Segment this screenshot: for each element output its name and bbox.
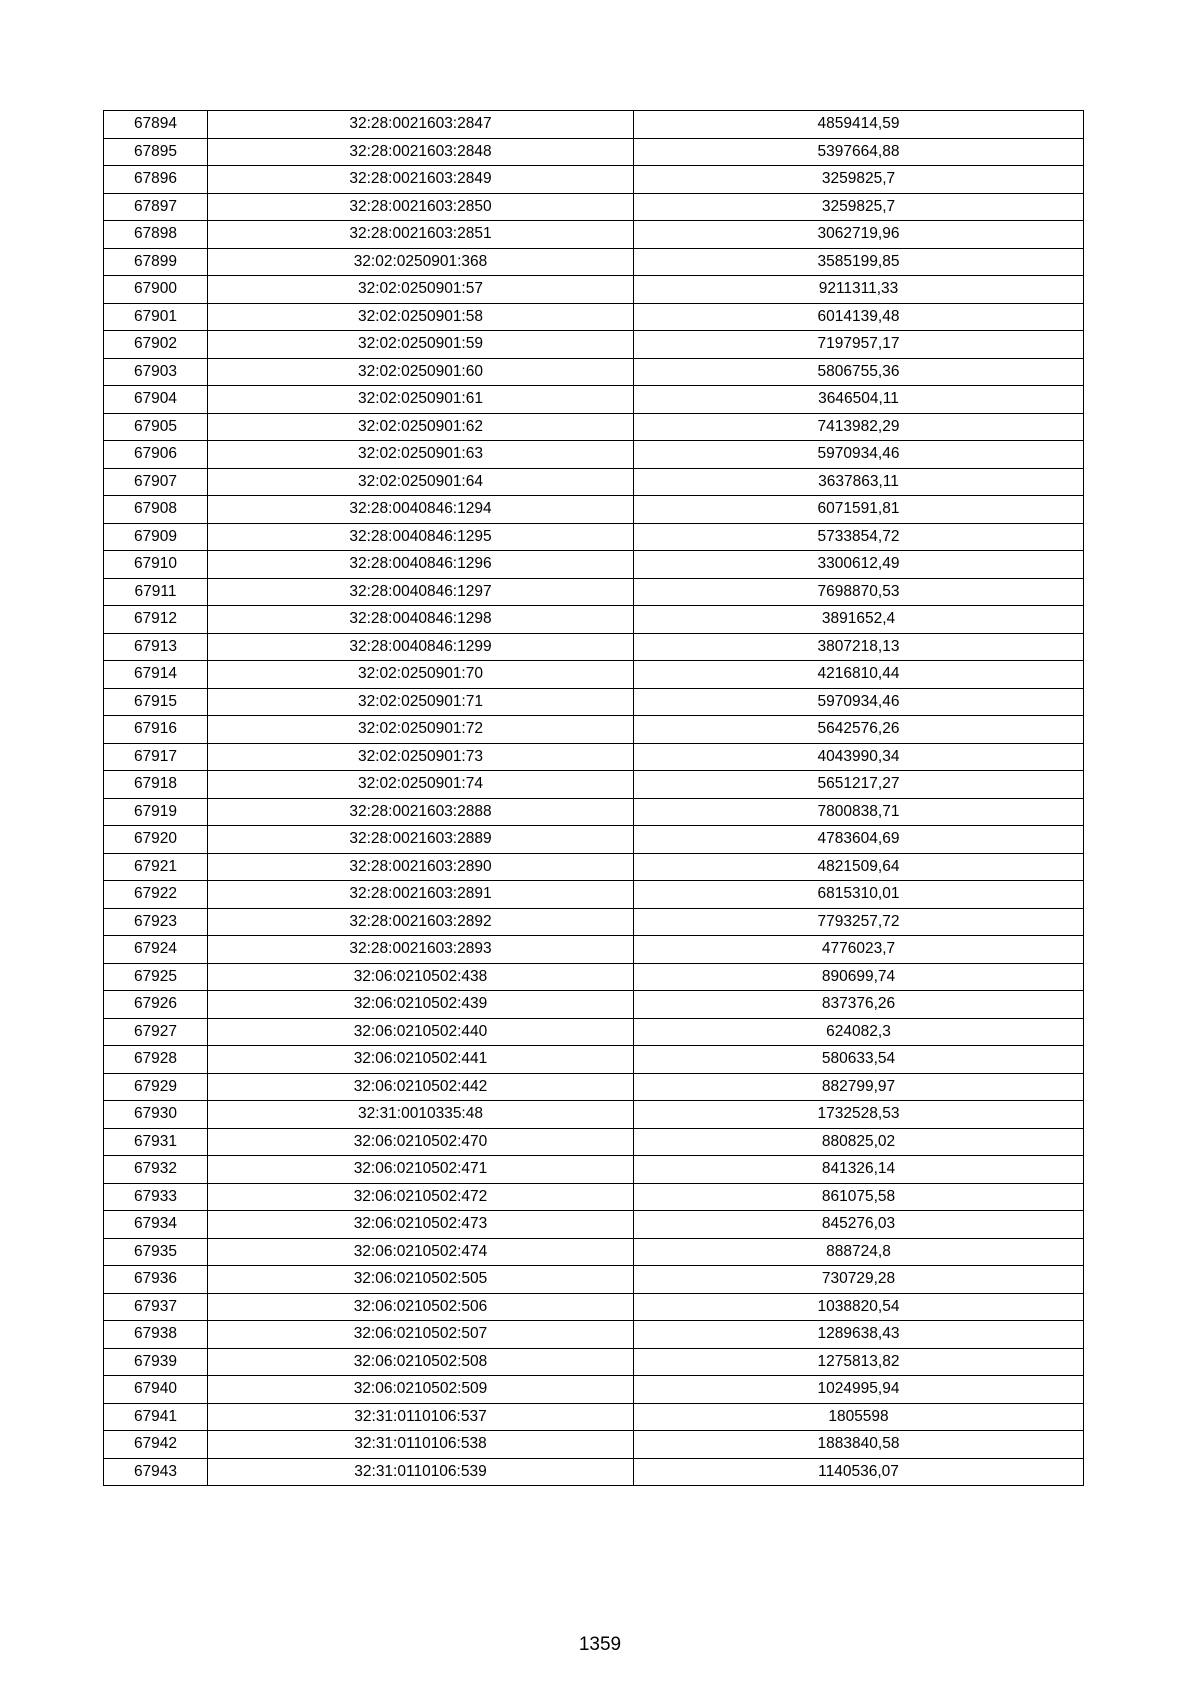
cadastral-number-cell: 32:02:0250901:71 bbox=[208, 688, 634, 716]
cadastral-number-cell: 32:06:0210502:439 bbox=[208, 991, 634, 1019]
table-row bbox=[104, 1018, 1084, 1046]
row-number-cell: 67894 bbox=[104, 111, 208, 139]
value-cell: 841326,14 bbox=[634, 1156, 1084, 1184]
row-number-cell: 67926 bbox=[104, 991, 208, 1019]
cadastral-number-cell: 32:28:0040846:1295 bbox=[208, 523, 634, 551]
value-cell: 7197957,17 bbox=[634, 331, 1084, 359]
cadastral-number-cell: 32:06:0210502:470 bbox=[208, 1128, 634, 1156]
value-cell: 5397664,88 bbox=[634, 138, 1084, 166]
table-row bbox=[104, 991, 1084, 1019]
value-cell: 7413982,29 bbox=[634, 413, 1084, 441]
table-row bbox=[104, 716, 1084, 744]
row-number-cell: 67922 bbox=[104, 881, 208, 909]
cadastral-number-cell: 32:06:0210502:506 bbox=[208, 1293, 634, 1321]
cadastral-number-cell: 32:28:0040846:1296 bbox=[208, 551, 634, 579]
table-row bbox=[104, 1458, 1084, 1486]
table-row bbox=[104, 1128, 1084, 1156]
page-number: 1359 bbox=[578, 1634, 622, 1655]
row-number-cell: 67902 bbox=[104, 331, 208, 359]
table-row bbox=[104, 633, 1084, 661]
cadastral-number-cell: 32:31:0010335:48 bbox=[208, 1101, 634, 1129]
row-number-cell: 67908 bbox=[104, 496, 208, 524]
table-row bbox=[104, 936, 1084, 964]
row-number-cell: 67943 bbox=[104, 1458, 208, 1486]
value-cell: 882799,97 bbox=[634, 1073, 1084, 1101]
table-row bbox=[104, 1403, 1084, 1431]
row-number-cell: 67900 bbox=[104, 276, 208, 304]
table-row bbox=[104, 248, 1084, 276]
row-number-cell: 67896 bbox=[104, 166, 208, 194]
table-row bbox=[104, 798, 1084, 826]
table-row bbox=[104, 386, 1084, 414]
cadastral-number-cell: 32:06:0210502:474 bbox=[208, 1238, 634, 1266]
cadastral-number-cell: 32:02:0250901:61 bbox=[208, 386, 634, 414]
cadastral-number-cell: 32:02:0250901:62 bbox=[208, 413, 634, 441]
value-cell: 1038820,54 bbox=[634, 1293, 1084, 1321]
value-cell: 3062719,96 bbox=[634, 221, 1084, 249]
value-cell: 5642576,26 bbox=[634, 716, 1084, 744]
cadastral-number-cell: 32:02:0250901:58 bbox=[208, 303, 634, 331]
row-number-cell: 67914 bbox=[104, 661, 208, 689]
table-row bbox=[104, 1293, 1084, 1321]
row-number-cell: 67910 bbox=[104, 551, 208, 579]
cadastral-number-cell: 32:06:0210502:442 bbox=[208, 1073, 634, 1101]
row-number-cell: 67930 bbox=[104, 1101, 208, 1129]
value-cell: 3891652,4 bbox=[634, 606, 1084, 634]
value-cell: 7793257,72 bbox=[634, 908, 1084, 936]
row-number-cell: 67905 bbox=[104, 413, 208, 441]
cadastral-number-cell: 32:28:0021603:2847 bbox=[208, 111, 634, 139]
value-cell: 3300612,49 bbox=[634, 551, 1084, 579]
cadastral-number-cell: 32:28:0021603:2889 bbox=[208, 826, 634, 854]
cadastral-number-cell: 32:06:0210502:471 bbox=[208, 1156, 634, 1184]
value-cell: 730729,28 bbox=[634, 1266, 1084, 1294]
table-row bbox=[104, 413, 1084, 441]
row-number-cell: 67931 bbox=[104, 1128, 208, 1156]
row-number-cell: 67920 bbox=[104, 826, 208, 854]
cadastral-number-cell: 32:28:0040846:1299 bbox=[208, 633, 634, 661]
table-row bbox=[104, 1376, 1084, 1404]
row-number-cell: 67903 bbox=[104, 358, 208, 386]
cadastral-number-cell: 32:28:0021603:2850 bbox=[208, 193, 634, 221]
value-cell: 9211311,33 bbox=[634, 276, 1084, 304]
value-cell: 5806755,36 bbox=[634, 358, 1084, 386]
table-row bbox=[104, 1183, 1084, 1211]
row-number-cell: 67932 bbox=[104, 1156, 208, 1184]
row-number-cell: 67898 bbox=[104, 221, 208, 249]
table-row bbox=[104, 166, 1084, 194]
table-row bbox=[104, 578, 1084, 606]
cadastral-number-cell: 32:06:0210502:505 bbox=[208, 1266, 634, 1294]
table-row bbox=[104, 441, 1084, 469]
value-cell: 5970934,46 bbox=[634, 688, 1084, 716]
row-number-cell: 67936 bbox=[104, 1266, 208, 1294]
cadastral-number-cell: 32:28:0021603:2893 bbox=[208, 936, 634, 964]
value-cell: 890699,74 bbox=[634, 963, 1084, 991]
value-cell: 580633,54 bbox=[634, 1046, 1084, 1074]
value-cell: 1140536,07 bbox=[634, 1458, 1084, 1486]
table-row bbox=[104, 193, 1084, 221]
table-row bbox=[104, 1348, 1084, 1376]
value-cell: 5733854,72 bbox=[634, 523, 1084, 551]
row-number-cell: 67939 bbox=[104, 1348, 208, 1376]
value-cell: 837376,26 bbox=[634, 991, 1084, 1019]
value-cell: 4043990,34 bbox=[634, 743, 1084, 771]
value-cell: 7800838,71 bbox=[634, 798, 1084, 826]
table-row bbox=[104, 661, 1084, 689]
value-cell: 4783604,69 bbox=[634, 826, 1084, 854]
cadastral-number-cell: 32:28:0021603:2848 bbox=[208, 138, 634, 166]
cadastral-number-cell: 32:28:0021603:2888 bbox=[208, 798, 634, 826]
table-row bbox=[104, 826, 1084, 854]
table-row bbox=[104, 358, 1084, 386]
table-row bbox=[104, 276, 1084, 304]
cadastral-number-cell: 32:06:0210502:508 bbox=[208, 1348, 634, 1376]
cadastral-number-cell: 32:28:0040846:1298 bbox=[208, 606, 634, 634]
value-cell: 1805598 bbox=[634, 1403, 1084, 1431]
table-row bbox=[104, 1046, 1084, 1074]
row-number-cell: 67941 bbox=[104, 1403, 208, 1431]
value-cell: 1732528,53 bbox=[634, 1101, 1084, 1129]
cadastral-number-cell: 32:06:0210502:440 bbox=[208, 1018, 634, 1046]
value-cell: 5651217,27 bbox=[634, 771, 1084, 799]
row-number-cell: 67924 bbox=[104, 936, 208, 964]
value-cell: 6815310,01 bbox=[634, 881, 1084, 909]
value-cell: 5970934,46 bbox=[634, 441, 1084, 469]
row-number-cell: 67911 bbox=[104, 578, 208, 606]
table-row bbox=[104, 606, 1084, 634]
value-cell: 4821509,64 bbox=[634, 853, 1084, 881]
table-body bbox=[104, 111, 1084, 1486]
table-row bbox=[104, 551, 1084, 579]
table-row bbox=[104, 303, 1084, 331]
row-number-cell: 67927 bbox=[104, 1018, 208, 1046]
row-number-cell: 67904 bbox=[104, 386, 208, 414]
row-number-cell: 67918 bbox=[104, 771, 208, 799]
row-number-cell: 67929 bbox=[104, 1073, 208, 1101]
cadastral-number-cell: 32:28:0021603:2890 bbox=[208, 853, 634, 881]
cadastral-number-cell: 32:02:0250901:74 bbox=[208, 771, 634, 799]
row-number-cell: 67934 bbox=[104, 1211, 208, 1239]
table-row bbox=[104, 908, 1084, 936]
cadastral-number-cell: 32:02:0250901:64 bbox=[208, 468, 634, 496]
cadastral-number-cell: 32:02:0250901:73 bbox=[208, 743, 634, 771]
row-number-cell: 67917 bbox=[104, 743, 208, 771]
value-cell: 7698870,53 bbox=[634, 578, 1084, 606]
row-number-cell: 67913 bbox=[104, 633, 208, 661]
cadastral-number-cell: 32:31:0110106:538 bbox=[208, 1431, 634, 1459]
row-number-cell: 67897 bbox=[104, 193, 208, 221]
table-row bbox=[104, 743, 1084, 771]
table-row bbox=[104, 1211, 1084, 1239]
table-row bbox=[104, 496, 1084, 524]
value-cell: 3646504,11 bbox=[634, 386, 1084, 414]
table-row bbox=[104, 523, 1084, 551]
row-number-cell: 67942 bbox=[104, 1431, 208, 1459]
cadastral-number-cell: 32:28:0021603:2851 bbox=[208, 221, 634, 249]
table-row bbox=[104, 1321, 1084, 1349]
row-number-cell: 67907 bbox=[104, 468, 208, 496]
value-cell: 1289638,43 bbox=[634, 1321, 1084, 1349]
row-number-cell: 67912 bbox=[104, 606, 208, 634]
cadastral-number-cell: 32:06:0210502:472 bbox=[208, 1183, 634, 1211]
cadastral-number-cell: 32:02:0250901:63 bbox=[208, 441, 634, 469]
table-row bbox=[104, 111, 1084, 139]
row-number-cell: 67921 bbox=[104, 853, 208, 881]
cadastral-number-cell: 32:02:0250901:72 bbox=[208, 716, 634, 744]
row-number-cell: 67938 bbox=[104, 1321, 208, 1349]
row-number-cell: 67916 bbox=[104, 716, 208, 744]
value-cell: 1883840,58 bbox=[634, 1431, 1084, 1459]
value-cell: 3259825,7 bbox=[634, 193, 1084, 221]
cadastral-number-cell: 32:31:0110106:539 bbox=[208, 1458, 634, 1486]
row-number-cell: 67940 bbox=[104, 1376, 208, 1404]
table-row bbox=[104, 221, 1084, 249]
cadastral-number-cell: 32:06:0210502:438 bbox=[208, 963, 634, 991]
table-row bbox=[104, 1238, 1084, 1266]
table-row bbox=[104, 1156, 1084, 1184]
cadastral-number-cell: 32:28:0021603:2849 bbox=[208, 166, 634, 194]
cadastral-number-cell: 32:06:0210502:507 bbox=[208, 1321, 634, 1349]
cadastral-number-cell: 32:28:0040846:1297 bbox=[208, 578, 634, 606]
value-cell: 3637863,11 bbox=[634, 468, 1084, 496]
value-cell: 4859414,59 bbox=[634, 111, 1084, 139]
cadastral-number-cell: 32:06:0210502:473 bbox=[208, 1211, 634, 1239]
cadastral-number-cell: 32:31:0110106:537 bbox=[208, 1403, 634, 1431]
value-cell: 888724,8 bbox=[634, 1238, 1084, 1266]
value-cell: 861075,58 bbox=[634, 1183, 1084, 1211]
table-row bbox=[104, 1073, 1084, 1101]
cadastral-number-cell: 32:02:0250901:57 bbox=[208, 276, 634, 304]
row-number-cell: 67933 bbox=[104, 1183, 208, 1211]
row-number-cell: 67899 bbox=[104, 248, 208, 276]
value-cell: 1275813,82 bbox=[634, 1348, 1084, 1376]
row-number-cell: 67923 bbox=[104, 908, 208, 936]
table-row bbox=[104, 881, 1084, 909]
row-number-cell: 67901 bbox=[104, 303, 208, 331]
table-row bbox=[104, 138, 1084, 166]
table-row bbox=[104, 771, 1084, 799]
table-row bbox=[104, 853, 1084, 881]
row-number-cell: 67919 bbox=[104, 798, 208, 826]
table-row bbox=[104, 331, 1084, 359]
table-row bbox=[104, 1266, 1084, 1294]
table-row bbox=[104, 1431, 1084, 1459]
cadastral-number-cell: 32:06:0210502:441 bbox=[208, 1046, 634, 1074]
value-cell: 880825,02 bbox=[634, 1128, 1084, 1156]
cadastral-number-cell: 32:28:0040846:1294 bbox=[208, 496, 634, 524]
value-cell: 3807218,13 bbox=[634, 633, 1084, 661]
value-cell: 4216810,44 bbox=[634, 661, 1084, 689]
cadastral-number-cell: 32:28:0021603:2892 bbox=[208, 908, 634, 936]
value-cell: 4776023,7 bbox=[634, 936, 1084, 964]
table-row bbox=[104, 468, 1084, 496]
row-number-cell: 67935 bbox=[104, 1238, 208, 1266]
value-cell: 6071591,81 bbox=[634, 496, 1084, 524]
table-row bbox=[104, 688, 1084, 716]
cadastral-number-cell: 32:06:0210502:509 bbox=[208, 1376, 634, 1404]
value-cell: 624082,3 bbox=[634, 1018, 1084, 1046]
row-number-cell: 67909 bbox=[104, 523, 208, 551]
row-number-cell: 67895 bbox=[104, 138, 208, 166]
cadastral-number-cell: 32:28:0021603:2891 bbox=[208, 881, 634, 909]
table-row bbox=[104, 1101, 1084, 1129]
value-cell: 3259825,7 bbox=[634, 166, 1084, 194]
value-cell: 6014139,48 bbox=[634, 303, 1084, 331]
cadastral-number-cell: 32:02:0250901:70 bbox=[208, 661, 634, 689]
cadastral-number-cell: 32:02:0250901:60 bbox=[208, 358, 634, 386]
cadastral-number-cell: 32:02:0250901:59 bbox=[208, 331, 634, 359]
value-cell: 3585199,85 bbox=[634, 248, 1084, 276]
row-number-cell: 67928 bbox=[104, 1046, 208, 1074]
table-row bbox=[104, 963, 1084, 991]
row-number-cell: 67915 bbox=[104, 688, 208, 716]
value-cell: 845276,03 bbox=[634, 1211, 1084, 1239]
value-cell: 1024995,94 bbox=[634, 1376, 1084, 1404]
cadastral-number-cell: 32:02:0250901:368 bbox=[208, 248, 634, 276]
row-number-cell: 67906 bbox=[104, 441, 208, 469]
row-number-cell: 67925 bbox=[104, 963, 208, 991]
cadastral-value-table bbox=[103, 110, 1084, 1486]
row-number-cell: 67937 bbox=[104, 1293, 208, 1321]
